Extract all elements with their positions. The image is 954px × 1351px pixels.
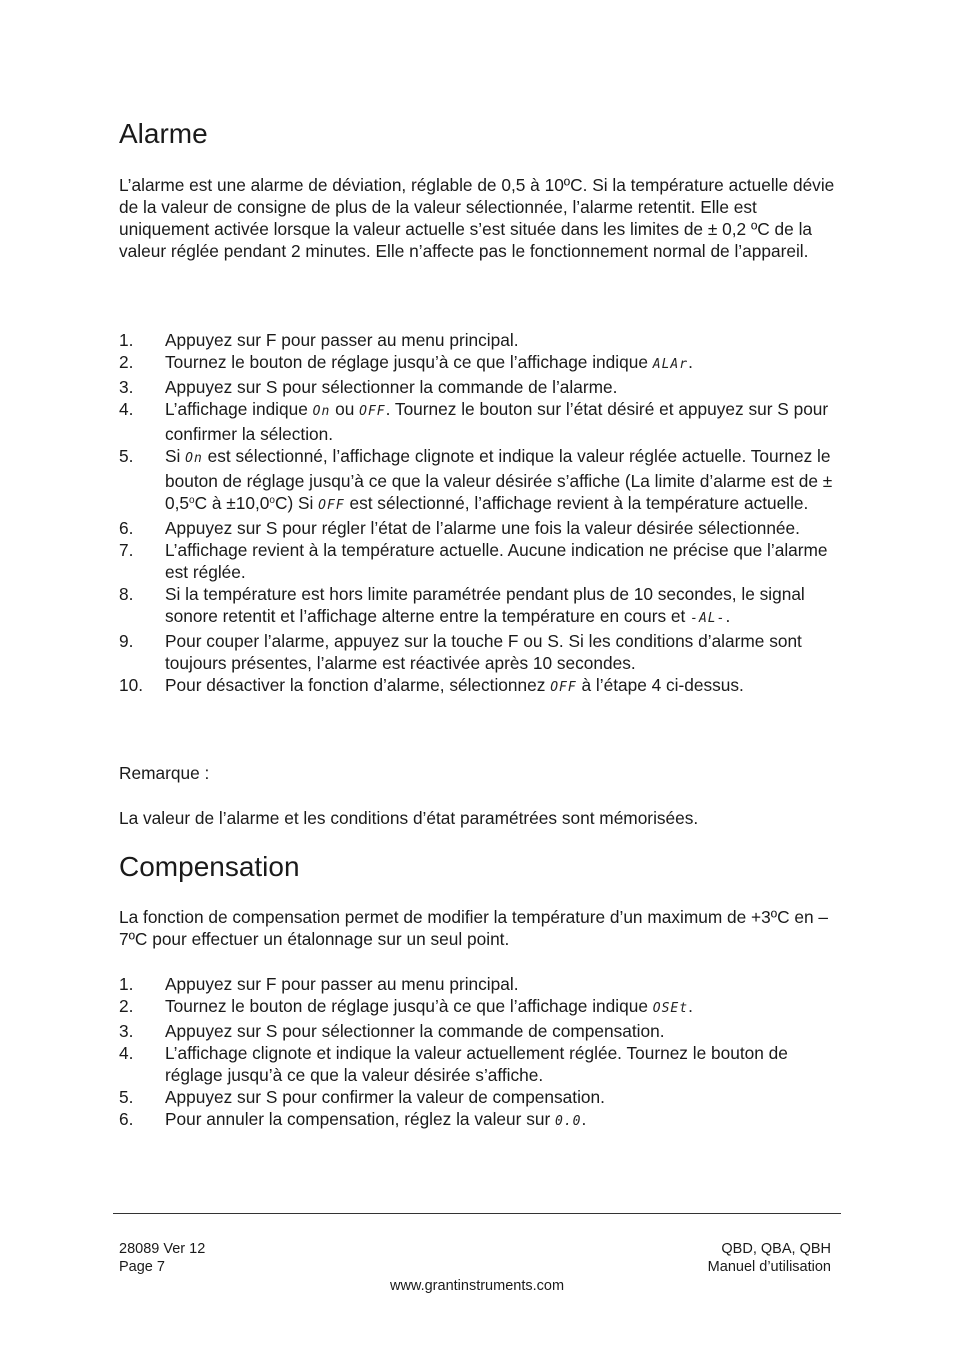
lcd-code: On <box>185 451 203 466</box>
lcd-code: ALAr <box>652 357 689 372</box>
list-item: 2. Tournez le bouton de réglage jusqu’à ce que l’affichage indique OSEt. <box>119 996 693 1016</box>
list-item: 10. Pour désactiver la fonction d’alarme, sélectionnez OFF à l’étape 4 ci-dessus. <box>119 675 744 695</box>
compensation-steps <box>119 973 839 1133</box>
list-item: 6. Appuyez sur S pour régler l’état de l’alarme une fois la valeur désirée sélectionnée. <box>119 518 800 538</box>
alarm-intro: L’alarme est une alarme de déviation, réglable de 0,5 à 10ºC. Si la température actuelle dévie de la valeur de consigne de plus de la valeur sélectionnée, l’alarme retentit. Elle est uniquement activée lorsque la valeur actuelle s’est située dans les limites de ± 0,2 ºC de la valeur réglée pendant 2 minutes. Elle n’affecte pas le fonctionnement normal de l’appareil. <box>119 175 835 261</box>
list-item: 4. L’affichage clignote et indique la valeur actuellement réglée. Tournez le bouton de réglage jusqu’à ce que la valeur désirée s’affiche. <box>119 1043 788 1085</box>
alarm-heading: Alarme <box>119 118 208 149</box>
list-item: 1. Appuyez sur F pour passer au menu principal. <box>119 330 519 350</box>
list-item: 6. Pour annuler la compensation, réglez la valeur sur 0.0. <box>119 1109 587 1129</box>
footer-manual: Manuel d’utilisation <box>707 1259 831 1275</box>
footer-page-number: Page 7 <box>119 1259 165 1275</box>
list-item: 1. Appuyez sur F pour passer au menu principal. <box>119 974 519 994</box>
footer-divider <box>113 1213 841 1214</box>
lcd-code: OFF <box>550 680 577 695</box>
list-item: 3. Appuyez sur S pour sélectionner la commande de compensation. <box>119 1021 665 1041</box>
list-item: 4. L’affichage indique On ou OFF. Tournez le bouton sur l’état désiré et appuyez sur S pour confirmer la sélection. <box>119 399 829 444</box>
compensation-heading: Compensation <box>119 851 300 882</box>
list-item: 2. Tournez le bouton de réglage jusqu’à ce que l’affichage indique ALAr. <box>119 352 693 372</box>
lcd-code: 0.0 <box>555 1114 582 1129</box>
list-item: 9. Pour couper l’alarme, appuyez sur la touche F ou S. Si les conditions d’alarme sont toujours présentes, l’alarme est réactivée après 10 secondes. <box>119 631 802 673</box>
remark-text: La valeur de l’alarme et les conditions d’état paramétrées sont mémorisées. <box>119 808 699 828</box>
list-item: 8. Si la température est hors limite paramétrée pendant plus de 10 secondes, le signal sonore retentit et l’affichage alterne entre la température en cours et -AL-. <box>119 584 805 626</box>
lcd-code: OSEt <box>652 1001 689 1016</box>
lcd-code: OFF <box>359 404 386 419</box>
lcd-code: -AL- <box>690 611 726 626</box>
list-item: 3. Appuyez sur S pour sélectionner la commande de l’alarme. <box>119 377 618 397</box>
list-item: 5. Si On est sélectionné, l’affichage clignote et indique la valeur réglée actuelle. Tournez le bouton de réglage jusqu’à ce que la valeur désirée s’affiche (La limite d’alarme est de ± $0,5^oC$ à $\pm 10,0^oC$) Si OFF est sélectionné, l’affichage revient à la température actuelle. <box>119 446 833 513</box>
lcd-code: OFF <box>318 498 345 513</box>
footer-models: QBD, QBA, QBH <box>721 1241 831 1257</box>
compensation-intro: La fonction de compensation permet de modifier la température d’un maximum de +3ºC en –7ºC pour effectuer un étalonnage sur un seul point. <box>119 907 828 949</box>
footer-website: www.grantinstruments.com <box>389 1278 565 1294</box>
remark-label: Remarque : <box>119 763 210 783</box>
list-item: 7. L’affichage revient à la température actuelle. Aucune indication ne précise que l’alarme est réglée. <box>119 540 828 582</box>
alarm-steps <box>119 329 839 699</box>
lcd-code: On <box>312 404 331 419</box>
footer-doc-ref: 28089 Ver 12 <box>119 1241 206 1257</box>
list-item: 5. Appuyez sur S pour confirmer la valeur de compensation. <box>119 1087 605 1107</box>
